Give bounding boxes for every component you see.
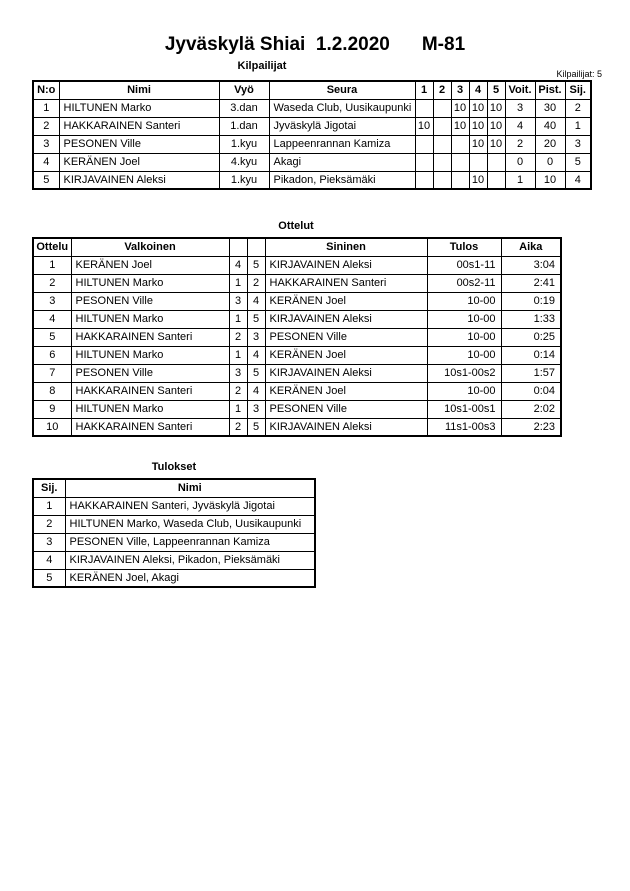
cell-place: 3 (33, 533, 65, 551)
cell-blue-no: 2 (247, 274, 265, 292)
cell-time: 2:02 (501, 400, 561, 418)
cell-r5: 10 (487, 117, 505, 135)
cell-blue-name: KERÄNEN Joel (265, 382, 427, 400)
col-header-blue-no (247, 238, 265, 256)
cell-blue-name: PESONEN Ville (265, 328, 427, 346)
cell-name: PESONEN Ville (59, 135, 219, 153)
cell-blue-no: 4 (247, 346, 265, 364)
cell-r3: 10 (451, 99, 469, 117)
cell-r1 (415, 99, 433, 117)
col-header-name: Nimi (59, 81, 219, 99)
cell-blue-name: HAKKARAINEN Santeri (265, 274, 427, 292)
cell-name: HAKKARAINEN Santeri, Jyväskylä Jigotai (65, 497, 315, 515)
cell-name: HILTUNEN Marko, Waseda Club, Uusikaupunki (65, 515, 315, 533)
cell-r5 (487, 171, 505, 189)
cell-r2 (433, 135, 451, 153)
cell-wins: 1 (505, 171, 535, 189)
competitors-table (32, 80, 592, 190)
cell-r1: 10 (415, 117, 433, 135)
cell-match-no: 5 (33, 328, 71, 346)
cell-blue-name: PESONEN Ville (265, 400, 427, 418)
cell-match-no: 3 (33, 292, 71, 310)
cell-white-name: HAKKARAINEN Santeri (71, 418, 229, 436)
result-row (33, 533, 315, 551)
matches-table (32, 237, 562, 437)
match-row (33, 310, 561, 328)
col-header-white: Valkoinen (71, 238, 229, 256)
cell-place: 2 (565, 99, 591, 117)
results-heading: Tulokset (151, 461, 197, 473)
cell-points: 40 (535, 117, 565, 135)
cell-name: PESONEN Ville, Lappeenrannan Kamiza (65, 533, 315, 551)
match-row (33, 382, 561, 400)
cell-result: 11s1-00s3 (427, 418, 501, 436)
cell-place: 5 (565, 153, 591, 171)
cell-wins: 2 (505, 135, 535, 153)
cell-name: KIRJAVAINEN Aleksi (59, 171, 219, 189)
col-header-r5: 5 (487, 81, 505, 99)
cell-points: 10 (535, 171, 565, 189)
col-header-club: Seura (269, 81, 415, 99)
matches-header-row (33, 238, 561, 256)
cell-time: 0:19 (501, 292, 561, 310)
col-header-r1: 1 (415, 81, 433, 99)
col-header-match: Ottelu (33, 238, 71, 256)
results-heading-wrap (32, 461, 316, 473)
cell-belt: 1.dan (219, 117, 269, 135)
cell-match-no: 7 (33, 364, 71, 382)
cell-r1 (415, 171, 433, 189)
cell-match-no: 1 (33, 256, 71, 274)
cell-wins: 4 (505, 117, 535, 135)
cell-belt: 1.kyu (219, 135, 269, 153)
col-header-place: Sij. (565, 81, 591, 99)
competitor-row (33, 171, 591, 189)
cell-r3 (451, 171, 469, 189)
col-header-r2: 2 (433, 81, 451, 99)
cell-place: 3 (565, 135, 591, 153)
cell-white-no: 1 (229, 310, 247, 328)
page-title-row (0, 0, 630, 56)
cell-match-no: 6 (33, 346, 71, 364)
cell-blue-no: 5 (247, 256, 265, 274)
cell-r4: 10 (469, 171, 487, 189)
cell-r4: 10 (469, 99, 487, 117)
cell-name: HAKKARAINEN Santeri (59, 117, 219, 135)
category-label: M-81 (421, 34, 466, 55)
col-header-place: Sij. (33, 479, 65, 497)
cell-match-no: 8 (33, 382, 71, 400)
cell-time: 0:25 (501, 328, 561, 346)
cell-r2 (433, 117, 451, 135)
col-header-white-no (229, 238, 247, 256)
cell-result: 10-00 (427, 328, 501, 346)
cell-place: 4 (33, 551, 65, 569)
match-row (33, 400, 561, 418)
cell-white-name: KERÄNEN Joel (71, 256, 229, 274)
cell-time: 2:23 (501, 418, 561, 436)
match-row (33, 256, 561, 274)
match-row (33, 292, 561, 310)
cell-blue-name: KIRJAVAINEN Aleksi (265, 256, 427, 274)
cell-r2 (433, 171, 451, 189)
competitor-count: Kilpailijat: 5 (556, 69, 602, 79)
cell-white-name: HILTUNEN Marko (71, 346, 229, 364)
cell-club: Jyväskylä Jigotai (269, 117, 415, 135)
col-header-no: N:o (33, 81, 59, 99)
result-row (33, 515, 315, 533)
match-row (33, 418, 561, 436)
result-row (33, 569, 315, 587)
cell-match-no: 4 (33, 310, 71, 328)
cell-blue-no: 5 (247, 364, 265, 382)
cell-points: 20 (535, 135, 565, 153)
cell-match-no: 2 (33, 274, 71, 292)
col-header-r4: 4 (469, 81, 487, 99)
cell-r5: 10 (487, 99, 505, 117)
cell-white-name: HILTUNEN Marko (71, 400, 229, 418)
cell-white-name: HAKKARAINEN Santeri (71, 328, 229, 346)
cell-result: 10s1-00s2 (427, 364, 501, 382)
cell-club: Akagi (269, 153, 415, 171)
cell-r1 (415, 153, 433, 171)
match-row (33, 364, 561, 382)
col-header-result: Tulos (427, 238, 501, 256)
cell-white-no: 2 (229, 382, 247, 400)
cell-no: 5 (33, 171, 59, 189)
cell-r4: 10 (469, 117, 487, 135)
cell-result: 10-00 (427, 310, 501, 328)
results-table (32, 478, 316, 588)
cell-no: 2 (33, 117, 59, 135)
results-header-row (33, 479, 315, 497)
cell-blue-name: KERÄNEN Joel (265, 292, 427, 310)
cell-club: Pikadon, Pieksämäki (269, 171, 415, 189)
cell-white-no: 3 (229, 364, 247, 382)
match-row (33, 328, 561, 346)
competitors-header-row (33, 81, 591, 99)
cell-place: 1 (33, 497, 65, 515)
cell-time: 2:41 (501, 274, 561, 292)
cell-white-no: 2 (229, 418, 247, 436)
cell-wins: 3 (505, 99, 535, 117)
cell-wins: 0 (505, 153, 535, 171)
cell-blue-name: KIRJAVAINEN Aleksi (265, 364, 427, 382)
cell-r3 (451, 153, 469, 171)
cell-match-no: 9 (33, 400, 71, 418)
cell-blue-no: 4 (247, 382, 265, 400)
cell-belt: 4.kyu (219, 153, 269, 171)
cell-time: 1:57 (501, 364, 561, 382)
cell-name: KERÄNEN Joel, Akagi (65, 569, 315, 587)
cell-white-no: 2 (229, 328, 247, 346)
result-row (33, 551, 315, 569)
col-header-r3: 3 (451, 81, 469, 99)
cell-blue-no: 3 (247, 400, 265, 418)
cell-place: 2 (33, 515, 65, 533)
cell-white-name: HILTUNEN Marko (71, 274, 229, 292)
cell-name: KIRJAVAINEN Aleksi, Pikadon, Pieksämäki (65, 551, 315, 569)
cell-club: Lappeenrannan Kamiza (269, 135, 415, 153)
competitor-row (33, 117, 591, 135)
cell-time: 0:14 (501, 346, 561, 364)
cell-r1 (415, 135, 433, 153)
result-row (33, 497, 315, 515)
cell-r4 (469, 153, 487, 171)
col-header-time: Aika (501, 238, 561, 256)
match-row (33, 274, 561, 292)
cell-white-no: 1 (229, 346, 247, 364)
cell-points: 30 (535, 99, 565, 117)
cell-result: 10-00 (427, 346, 501, 364)
cell-blue-no: 4 (247, 292, 265, 310)
cell-result: 10-00 (427, 382, 501, 400)
cell-blue-no: 3 (247, 328, 265, 346)
competitor-row (33, 135, 591, 153)
cell-blue-no: 5 (247, 418, 265, 436)
cell-club: Waseda Club, Uusikaupunki (269, 99, 415, 117)
matches-heading: Ottelut (278, 220, 314, 232)
cell-result: 10s1-00s1 (427, 400, 501, 418)
col-header-blue: Sininen (265, 238, 427, 256)
page-title: Jyväskylä Shiai 1.2.2020 (164, 34, 390, 55)
cell-result: 10-00 (427, 292, 501, 310)
cell-result: 00s1-11 (427, 256, 501, 274)
cell-time: 1:33 (501, 310, 561, 328)
cell-r4: 10 (469, 135, 487, 153)
cell-belt: 3.dan (219, 99, 269, 117)
cell-white-name: PESONEN Ville (71, 292, 229, 310)
cell-name: HILTUNEN Marko (59, 99, 219, 117)
competitor-row (33, 153, 591, 171)
matches-heading-wrap (32, 220, 560, 232)
competitors-heading: Kilpailijat (237, 60, 287, 72)
col-header-points: Pist. (535, 81, 565, 99)
competitors-heading-wrap (32, 60, 492, 72)
cell-place: 1 (565, 117, 591, 135)
cell-blue-name: KIRJAVAINEN Aleksi (265, 310, 427, 328)
cell-white-no: 1 (229, 274, 247, 292)
cell-r3: 10 (451, 117, 469, 135)
cell-time: 0:04 (501, 382, 561, 400)
cell-points: 0 (535, 153, 565, 171)
cell-name: KERÄNEN Joel (59, 153, 219, 171)
cell-white-name: HILTUNEN Marko (71, 310, 229, 328)
competitor-row (33, 99, 591, 117)
col-header-wins: Voit. (505, 81, 535, 99)
cell-white-name: PESONEN Ville (71, 364, 229, 382)
cell-no: 1 (33, 99, 59, 117)
cell-place: 5 (33, 569, 65, 587)
cell-belt: 1.kyu (219, 171, 269, 189)
match-row (33, 346, 561, 364)
cell-r2 (433, 99, 451, 117)
cell-blue-name: KIRJAVAINEN Aleksi (265, 418, 427, 436)
cell-match-no: 10 (33, 418, 71, 436)
cell-r3 (451, 135, 469, 153)
cell-time: 3:04 (501, 256, 561, 274)
cell-white-no: 3 (229, 292, 247, 310)
cell-r5 (487, 153, 505, 171)
cell-white-no: 4 (229, 256, 247, 274)
col-header-name: Nimi (65, 479, 315, 497)
cell-blue-no: 5 (247, 310, 265, 328)
cell-no: 4 (33, 153, 59, 171)
cell-result: 00s2-11 (427, 274, 501, 292)
cell-r2 (433, 153, 451, 171)
cell-white-no: 1 (229, 400, 247, 418)
cell-blue-name: KERÄNEN Joel (265, 346, 427, 364)
cell-place: 4 (565, 171, 591, 189)
cell-white-name: HAKKARAINEN Santeri (71, 382, 229, 400)
col-header-belt: Vyö (219, 81, 269, 99)
cell-r5: 10 (487, 135, 505, 153)
cell-no: 3 (33, 135, 59, 153)
